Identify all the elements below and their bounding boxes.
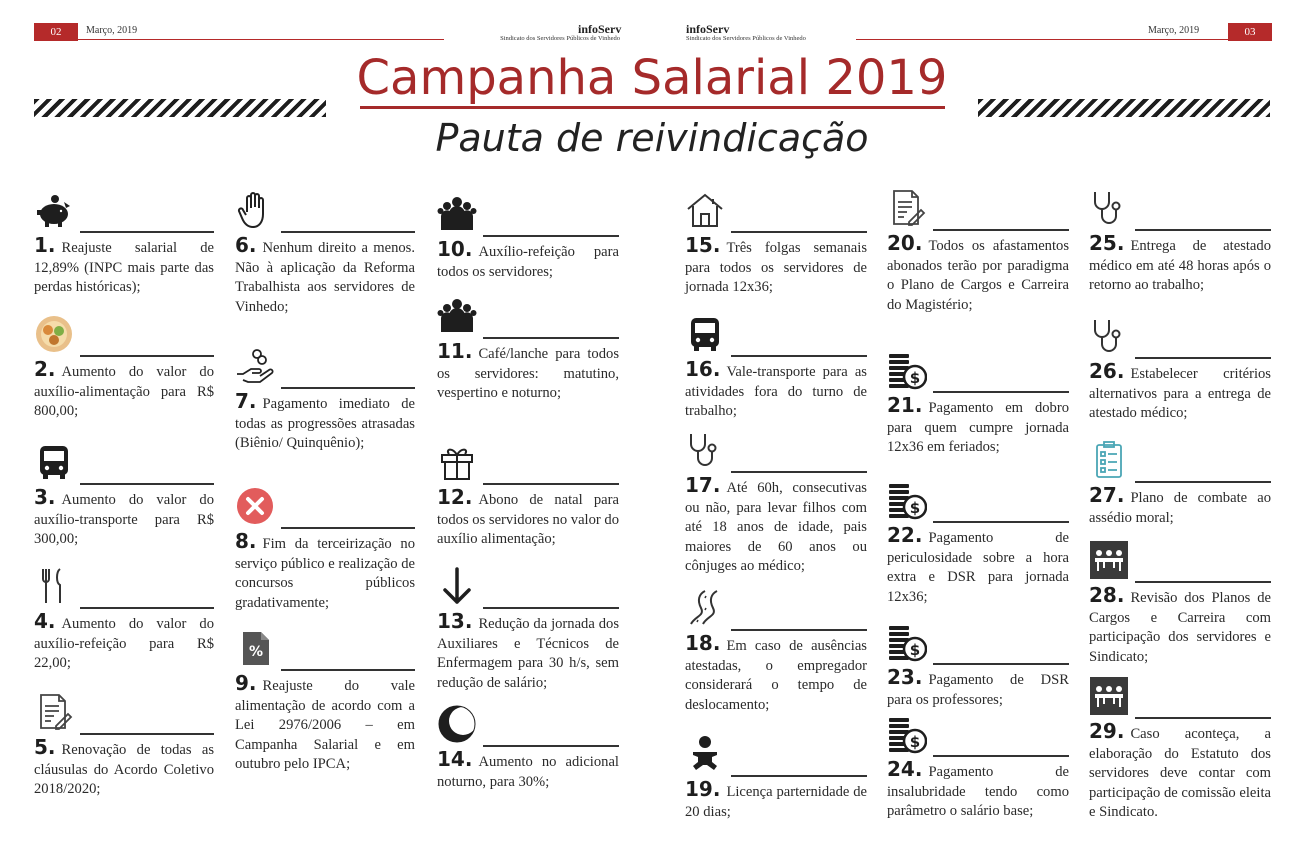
demand-text: [34, 735, 214, 800]
demand-description: Entrega de atestado médico em até 48 horas após o retorno ao trabalho;: [1089, 238, 1271, 293]
demand-description: Redução da jornada dos Auxiliares e Técnicos de Enfermagem para 30 h/s, sem redução de salário;: [437, 616, 619, 691]
item-underline: [80, 483, 214, 485]
demand-number: 10.: [437, 237, 473, 261]
title-underline: [360, 106, 945, 109]
demand-text: [437, 609, 619, 693]
item-underline: [80, 733, 214, 735]
demand-number: 5.: [34, 735, 56, 759]
demand-number: 15.: [685, 233, 721, 257]
item-underline: [80, 607, 214, 609]
demand-description: Estabelecer critérios alternativos para a entrega de atestado médico;: [1089, 366, 1271, 421]
demand-text: [685, 357, 867, 422]
demand-description: Café/lanche para todos os servidores: matutino, vespertino e noturno;: [437, 346, 619, 401]
demand-description: Revisão dos Planos de Cargos e Carreira com participação dos servidores e Sindicato;: [1089, 590, 1271, 665]
demand-number: 19.: [685, 777, 721, 801]
demand-text: [34, 485, 214, 550]
item-underline: [1135, 357, 1271, 359]
item-underline: [281, 669, 415, 671]
svg-text:$: $: [909, 369, 921, 387]
demand-description: Aumento do valor do auxílio-refeição para R$ 22,00;: [34, 616, 214, 671]
demand-description: Aumento do valor do auxílio-transporte para R$ 300,00;: [34, 492, 214, 547]
demand-description: Caso aconteça, a elaboração do Estatuto dos servidores deve contar com participação de comissão eleita e Sindicato.: [1089, 726, 1271, 820]
demand-number: 14.: [437, 747, 473, 771]
demand-description: Auxílio-refeição para todos os servidores;: [437, 244, 619, 280]
demand-description: Renovação de todas as cláusulas do Acordo Coletivo 2018/2020;: [34, 742, 214, 797]
demand-description: Fim da terceirização no serviço público e realização de concursos públicos gradativamente;: [235, 536, 415, 611]
demand-number: 16.: [685, 357, 721, 381]
arrow-down-icon: [437, 566, 477, 606]
demand-description: Nenhum direito a menos. Não à aplicação da Reforma Trabalhista aos servidores de Vinhedo;: [235, 240, 415, 315]
demand-number: 3.: [34, 485, 56, 509]
item-underline: [933, 391, 1069, 393]
demand-text: [437, 747, 619, 792]
left-header-rule: [34, 39, 444, 40]
coins-dollar-icon: [887, 480, 927, 520]
group-icon: [437, 194, 477, 234]
document-pen-icon: [34, 692, 74, 732]
demand-number: 4.: [34, 609, 56, 633]
item-underline: [731, 355, 867, 357]
page-title: Campanha Salarial 2019: [356, 50, 948, 106]
moon-icon: [437, 704, 477, 744]
item-underline: [731, 775, 867, 777]
svg-text:$: $: [909, 499, 921, 517]
document-pen-icon: [887, 188, 927, 228]
item-underline: [483, 745, 619, 747]
right-page-number: 03: [1228, 23, 1272, 41]
demand-number: 21.: [887, 393, 923, 417]
demand-number: 11.: [437, 339, 473, 363]
percent-document-icon: [235, 628, 275, 668]
item-underline: [1135, 229, 1271, 231]
house-icon: [685, 190, 725, 230]
demand-text: [235, 671, 415, 775]
group-icon: [437, 296, 477, 336]
demand-number: 13.: [437, 609, 473, 633]
item-underline: [281, 387, 415, 389]
demand-number: 7.: [235, 389, 257, 413]
hand-coins-icon: [235, 346, 275, 386]
demand-text: [887, 393, 1069, 458]
demand-number: 27.: [1089, 483, 1125, 507]
item-underline: [731, 231, 867, 233]
food-plate-icon: [34, 314, 74, 354]
demand-text: [1089, 719, 1271, 823]
demand-description: Três folgas semanais para todos os servidores de jornada 12x36;: [685, 240, 867, 295]
demand-description: Reajuste salarial de 12,89% (INPC mais parte das perdas históricas);: [34, 240, 214, 295]
demand-text: [34, 233, 214, 298]
meeting-icon: [1089, 540, 1129, 580]
meeting-icon: [1089, 676, 1129, 716]
demand-text: [685, 631, 867, 715]
item-underline: [731, 629, 867, 631]
item-underline: [1135, 581, 1271, 583]
demand-number: 1.: [34, 233, 56, 257]
demand-text: [235, 529, 415, 613]
item-underline: [281, 231, 415, 233]
item-underline: [483, 337, 619, 339]
item-underline: [933, 229, 1069, 231]
demand-description: Em caso de ausências atestadas, o empregador considerará o tempo de deslocamento;: [685, 638, 867, 713]
demand-number: 12.: [437, 485, 473, 509]
decorative-stripe-right: [978, 99, 1270, 117]
demand-text: [685, 233, 867, 298]
item-underline: [80, 231, 214, 233]
road-icon: [685, 588, 725, 628]
demand-description: Reajuste do vale alimentação de acordo com a Lei 2976/2006 – em Campanha Salarial e em outubro pelo IPCA;: [235, 678, 415, 772]
demand-description: Aumento no adicional noturno, para 30%;: [437, 754, 619, 790]
item-underline: [933, 755, 1069, 757]
brand-right-sub: Sindicato dos Servidores Públicos de Vinhedo: [686, 35, 806, 42]
demand-number: 28.: [1089, 583, 1125, 607]
svg-text:$: $: [909, 733, 921, 751]
demand-number: 23.: [887, 665, 923, 689]
demand-text: [1089, 359, 1271, 424]
svg-text:%: %: [248, 644, 264, 660]
demand-number: 26.: [1089, 359, 1125, 383]
demand-text: [34, 357, 214, 422]
hand-stop-icon: [235, 190, 275, 230]
demand-text: [437, 339, 619, 404]
demand-number: 17.: [685, 473, 721, 497]
demand-text: [437, 237, 619, 282]
coins-dollar-icon: [887, 622, 927, 662]
demand-description: Pagamento em dobro para quem cumpre jornada 12x36 em feriados;: [887, 400, 1069, 455]
demand-description: Aumento do valor do auxílio-alimentação para R$ 800,00;: [34, 364, 214, 419]
demand-number: 8.: [235, 529, 257, 553]
demand-text: [1089, 231, 1271, 296]
demand-text: [437, 485, 619, 550]
right-date: Março, 2019: [1148, 25, 1200, 36]
bus-icon: [685, 314, 725, 354]
demand-text: [235, 389, 415, 454]
brand-left-sub: Sindicato dos Servidores Públicos de Vinhedo: [500, 35, 620, 42]
demand-description: Pagamento de DSR para os professores;: [887, 672, 1069, 708]
demand-number: 6.: [235, 233, 257, 257]
demand-number: 22.: [887, 523, 923, 547]
stethoscope-icon: [1089, 188, 1129, 228]
decorative-stripe-left: [34, 99, 326, 117]
cutlery-icon: [34, 566, 74, 606]
item-underline: [731, 471, 867, 473]
item-underline: [933, 521, 1069, 523]
demand-description: Plano de combate ao assédio moral;: [1089, 490, 1271, 526]
cancel-icon: [235, 486, 275, 526]
demand-description: Todos os afastamentos abonados terão por paradigma o Plano de Cargos e Carreira do Magistério;: [887, 238, 1069, 313]
brand-left: infoServ: [578, 22, 622, 36]
demand-text: [887, 231, 1069, 315]
item-underline: [80, 355, 214, 357]
baby-icon: [685, 734, 725, 774]
right-header-rule: [856, 39, 1270, 40]
stethoscope-icon: [1089, 316, 1129, 356]
coins-dollar-icon: [887, 714, 927, 754]
demand-number: 18.: [685, 631, 721, 655]
item-underline: [1135, 481, 1271, 483]
demand-text: [235, 233, 415, 317]
demand-description: Licença parternidade de 20 dias;: [685, 784, 867, 820]
demand-description: Pagamento de insalubridade tendo como parâmetro o salário base;: [887, 764, 1069, 819]
demand-text: [685, 777, 867, 822]
demand-number: 29.: [1089, 719, 1125, 743]
demand-number: 9.: [235, 671, 257, 695]
demand-description: Abono de natal para todos os servidores no valor do auxílio alimentação;: [437, 492, 619, 547]
demand-description: Vale-transporte para as atividades fora do turno de trabalho;: [685, 364, 867, 419]
bus-icon: [34, 442, 74, 482]
left-date: Março, 2019: [86, 25, 138, 36]
demand-description: Pagamento de periculosidade sobre a hora extra e DSR para jornada 12x36;: [887, 530, 1069, 605]
demand-text: [34, 609, 214, 674]
brand-right: infoServ: [686, 22, 730, 36]
demand-number: 2.: [34, 357, 56, 381]
page-subtitle: Pauta de reivindicação: [435, 116, 869, 160]
demand-description: Até 60h, consecutivas ou não, para levar filhos com até 18 anos de idade, pais maiores de 60 anos ou cônjuges ao médico;: [685, 480, 867, 574]
svg-text:$: $: [909, 641, 921, 659]
left-page-number: 02: [34, 23, 78, 41]
piggy-bank-icon: [34, 190, 74, 230]
demand-description: Pagamento imediato de todas as progressões atrasadas (Biênio/ Quinquênio);: [235, 396, 415, 451]
item-underline: [933, 663, 1069, 665]
stethoscope-icon: [685, 430, 725, 470]
item-underline: [281, 527, 415, 529]
demand-text: [1089, 483, 1271, 528]
demand-text: [1089, 583, 1271, 667]
item-underline: [483, 483, 619, 485]
coins-dollar-icon: [887, 350, 927, 390]
item-underline: [483, 235, 619, 237]
demand-text: [685, 473, 867, 577]
demand-text: [887, 665, 1069, 710]
demand-text: [887, 523, 1069, 607]
demand-number: 20.: [887, 231, 923, 255]
gift-icon: [437, 442, 477, 482]
demand-number: 25.: [1089, 231, 1125, 255]
demand-number: 24.: [887, 757, 923, 781]
item-underline: [1135, 717, 1271, 719]
demand-text: [887, 757, 1069, 822]
item-underline: [483, 607, 619, 609]
checklist-icon: [1089, 440, 1129, 480]
